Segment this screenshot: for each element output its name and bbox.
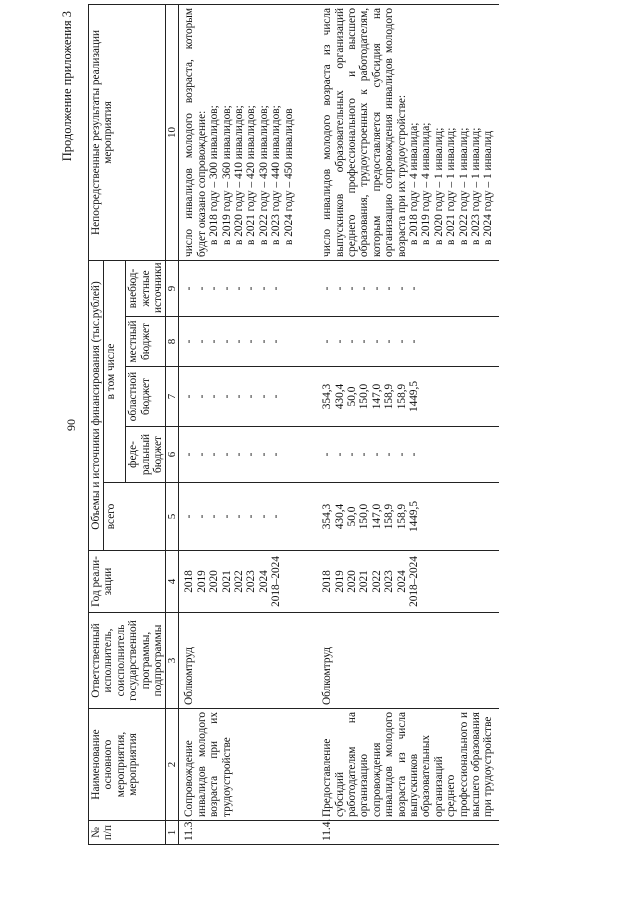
list-line: 150,0 [358,503,371,530]
federal-cell [179,427,317,483]
list-line: - [321,452,334,457]
list-line: 50,0 [345,506,358,527]
list-line: - [195,286,208,291]
financing-table [88,4,499,845]
list-line: - [407,339,420,344]
list-line: - [208,286,221,291]
list-line: в 2019 году – 4 инвалида; [420,122,433,245]
list-line: - [370,452,383,457]
list-line: - [183,394,196,399]
list-line: - [333,452,346,457]
rotated-content [60,5,635,845]
list-line: - [395,339,408,344]
list-line: 2024 [395,570,408,593]
header-offbudget: внебюд-жетные источники [126,260,166,316]
col-number: 8 [166,317,179,367]
col-number: 7 [166,367,179,427]
regional-cell [179,367,317,427]
header-year: Год реали-зации [89,551,166,613]
list-line: - [233,394,246,399]
list-line: - [257,452,270,457]
list-line: - [358,286,371,291]
years-cell [179,551,317,613]
list-line: - [257,286,270,291]
header-regional: областной бюджет [126,367,166,427]
list-line: - [395,286,408,291]
list-line: - [220,339,233,344]
list-line: - [245,452,258,457]
total-cell [179,483,317,551]
list-line: 147,0 [370,383,383,410]
list-line: 2020 [208,570,221,593]
list-line: в 2020 году – 410 инвалидов; [233,105,246,245]
list-line: - [195,394,208,399]
col-number: 10 [166,4,179,260]
list-line: в 2020 году – 1 инвалид; [432,127,445,245]
list-line: - [383,452,396,457]
list-line: в 2023 году – 1 инвалид; [469,127,482,245]
result-intro: число инвалидов молодого возраста, которым будет оказано сопровождение: [183,7,208,257]
list-line: 2018 [321,570,334,593]
list-line: - [233,339,246,344]
list-line: в 2024 году – 1 инвалид [482,130,495,245]
header-local: местный бюджет [126,317,166,367]
table-row [317,4,499,844]
list-line: - [245,339,258,344]
list-line: - [257,394,270,399]
list-line: - [208,514,221,519]
result-cell [179,4,317,260]
local-cell [179,317,317,367]
list-line: - [245,394,258,399]
col-number: 2 [166,709,179,821]
offbudget-cell [317,260,499,316]
list-line: - [245,286,258,291]
list-line: в 2019 году – 360 инвалидов; [220,105,233,245]
list-line: - [208,394,221,399]
list-line: - [345,452,358,457]
list-line: 2019 [333,570,346,593]
list-line: 2018–2024 [407,556,420,607]
list-line: - [345,286,358,291]
executor: Облкомтруд [317,613,499,709]
list-line: - [333,339,346,344]
list-line: 158,9 [383,383,396,410]
header-total: всего [104,483,166,551]
years-cell [317,551,499,613]
list-line: 147,0 [370,503,383,530]
list-line: - [270,514,283,519]
list-line: - [183,286,196,291]
list-line: 1449,5 [407,380,420,413]
list-line: - [345,339,358,344]
total-cell [317,483,499,551]
list-line: 150,0 [358,383,371,410]
list-line: - [257,339,270,344]
list-line: 158,9 [395,383,408,410]
list-line: 2019 [195,570,208,593]
header-results: Непосредственные результаты реализации мероприятия [89,4,166,260]
list-line: 158,9 [383,503,396,530]
list-line: 2022 [233,570,246,593]
offbudget-cell [179,260,317,316]
list-line: в 2023 году – 440 инвалидов; [270,105,283,245]
measure-name: Сопровождение инвалидов молодого возраста при их трудоустройстве [179,709,317,821]
col-number: 1 [166,821,179,845]
list-line: в 2022 году – 430 инвалидов; [257,105,270,245]
list-line: в 2021 году – 1 инвалид; [445,127,458,245]
list-line: 2018 [183,570,196,593]
result-intro: число инвалидов молодого возраста из числа выпускников образовательных организаций среднего профессионального и высшего образования, трудоустроенных к работодателям, которым предоставляется субсидия на организацию сопровождения инвалидов молодого возраста при их трудоустройстве: [321,7,408,257]
list-line: - [358,452,371,457]
list-line: 2021 [358,570,371,593]
regional-cell [317,367,499,427]
list-line: - [257,514,270,519]
list-line: - [270,286,283,291]
federal-cell [317,427,499,483]
col-number: 9 [166,260,179,316]
list-line: 2023 [383,570,396,593]
list-line: 2020 [345,570,358,593]
list-line: 354,3 [321,383,334,410]
list-line: - [208,339,221,344]
list-line: - [183,514,196,519]
list-line: - [245,514,258,519]
list-line: - [233,452,246,457]
measure-name: Предоставление субсидий работодателям на организацию сопровождения инвалидов молодого возраста из числа выпускников образовательных организаций среднего профессионального и высшего образования при трудоустройстве [317,709,499,821]
result-cell [317,4,499,260]
header-num: № п/п [89,821,166,845]
list-line: 158,9 [395,503,408,530]
header-incl: в том числе [104,260,126,482]
list-line: 2022 [370,570,383,593]
list-line: 1449,5 [407,500,420,533]
list-line: - [370,339,383,344]
list-line: - [220,286,233,291]
row-number: 11.3. [179,821,317,845]
list-line: 50,0 [345,386,358,407]
list-line: - [395,452,408,457]
list-line: - [195,452,208,457]
list-line: - [220,452,233,457]
header-name: Наименование основного мероприятия, мероприятия [89,709,166,821]
list-line: - [270,452,283,457]
list-line: 2018–2024 [270,556,283,607]
list-line: - [233,514,246,519]
list-line: в 2021 году – 420 инвалидов; [245,105,258,245]
row-number: 11.4. [317,821,499,845]
col-number: 3 [166,613,179,709]
list-line: - [183,339,196,344]
result-lines [408,8,495,257]
list-line: в 2018 году – 4 инвалида; [407,122,420,245]
col-number: 6 [166,427,179,483]
list-line: - [321,286,334,291]
list-line: 430,4 [333,503,346,530]
list-line: - [270,339,283,344]
list-line: - [220,394,233,399]
list-line: - [383,339,396,344]
col-number: 4 [166,551,179,613]
header-federal: феде-ральный бюджет [126,427,166,483]
list-line: - [208,452,221,457]
list-line: - [195,339,208,344]
list-line: - [183,452,196,457]
list-line: - [333,286,346,291]
continuation-label: Продолжение приложения 3 [60,11,74,162]
list-line: в 2024 году – 450 инвалидов [282,108,295,245]
list-line: - [270,394,283,399]
list-line: 430,4 [333,383,346,410]
list-line: 2024 [257,570,270,593]
result-lines [208,8,295,257]
list-line: - [383,286,396,291]
list-line: - [370,286,383,291]
list-line: - [358,339,371,344]
list-line: 354,3 [321,503,334,530]
list-line: - [233,286,246,291]
list-line: 2021 [220,570,233,593]
list-line: в 2022 году – 1 инвалид; [457,127,470,245]
executor: Облкомтруд [179,613,317,709]
local-cell [317,317,499,367]
list-line: - [407,286,420,291]
header-executor: Ответственный исполнитель, соисполнитель государственной программы, подпрограммы [89,613,166,709]
page-number: 90 [64,419,78,431]
list-line: в 2018 году – 300 инвалидов; [208,105,221,245]
col-number: 5 [166,483,179,551]
header-volumes: Объемы и источники финансирования (тыс.рублей) [89,260,104,550]
list-line: - [220,514,233,519]
list-line: - [195,514,208,519]
list-line: - [407,452,420,457]
table-row [179,4,317,844]
list-line: - [321,339,334,344]
list-line: 2023 [245,570,258,593]
